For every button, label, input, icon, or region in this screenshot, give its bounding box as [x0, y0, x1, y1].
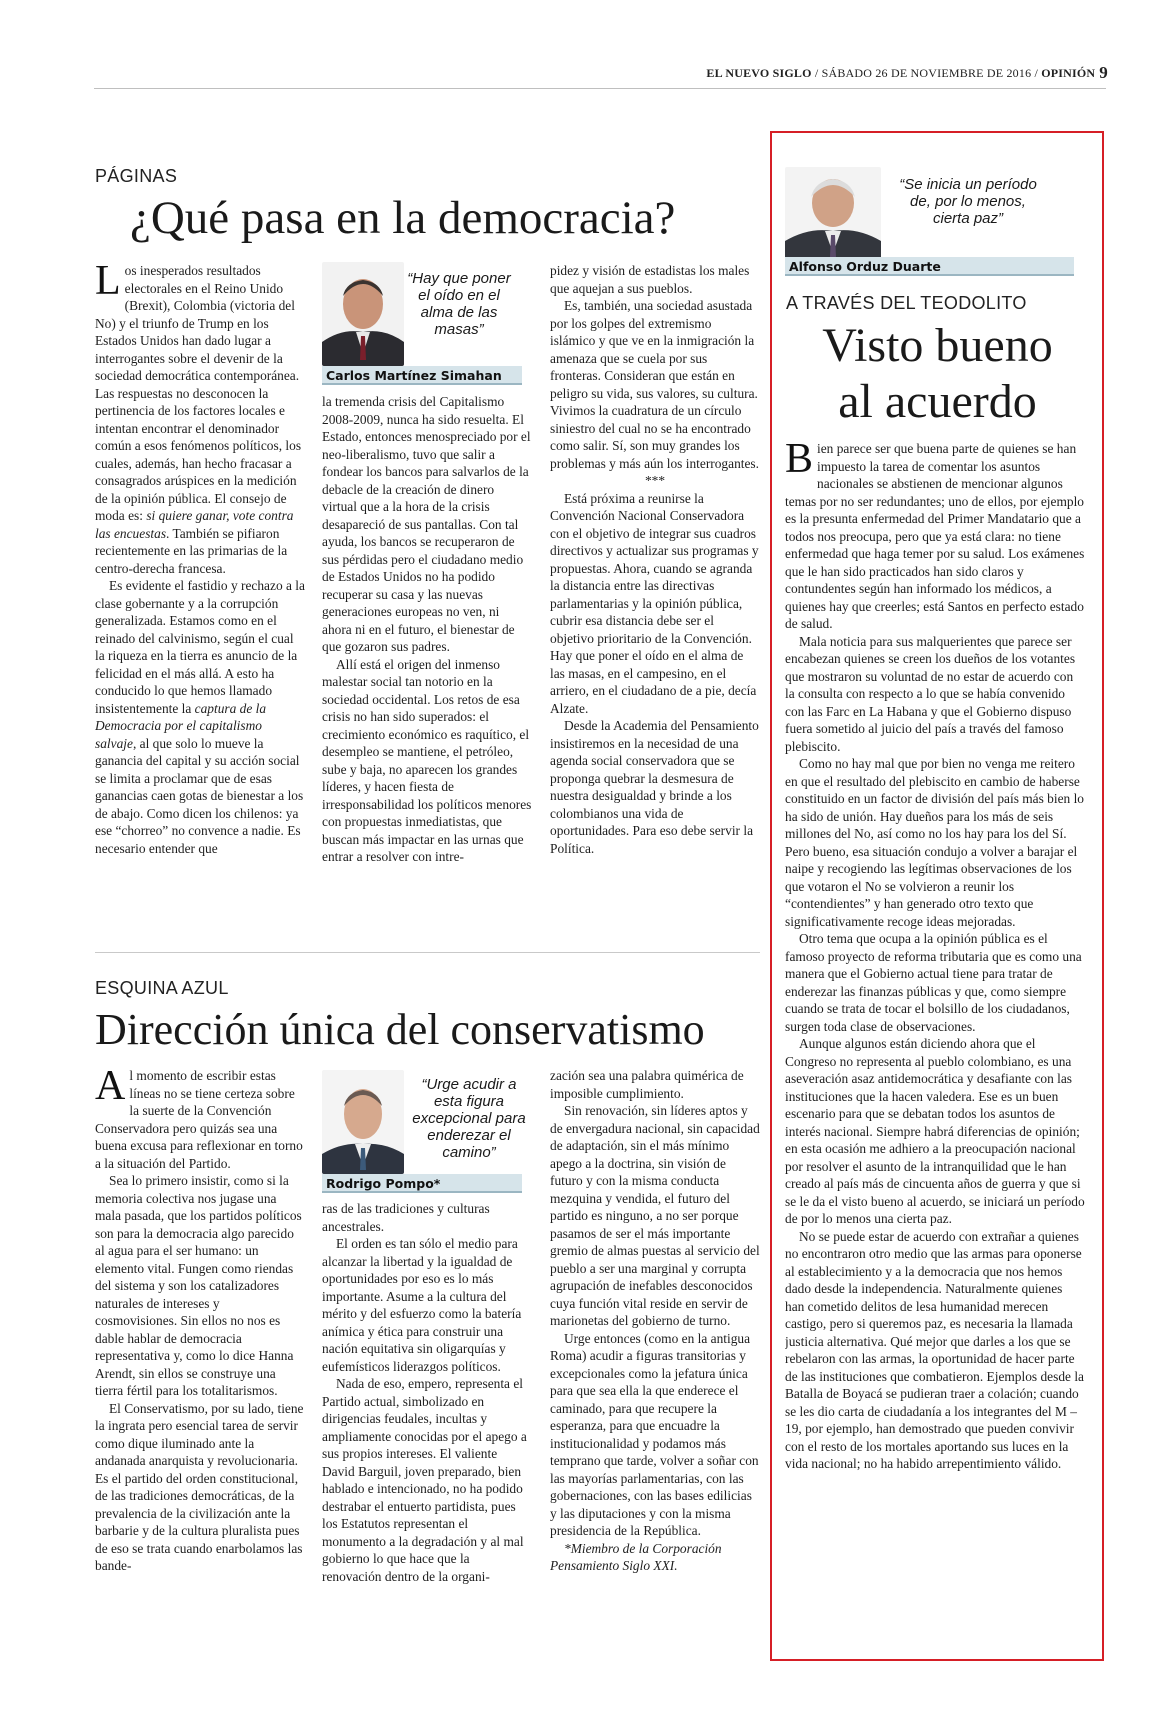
issue-date: / SÁBADO 26 DE NOVIEMBRE DE 2016 /: [811, 66, 1042, 80]
article3-dropcap: B: [785, 440, 814, 482]
article3-headline-line2: al acuerdo: [838, 375, 1037, 428]
article1-column-1: Los inesperados resultados electorales en el Reino Unido (Brexit), Colombia (victoria del No) y el triunfo de Trump en los Estados Unidos han dado lugar a interrogantes sobre el devenir de la sociedad democrática contemporánea. Las respuestas no desconocen la pertinencia de los factores locales e intentan encontrar el denominador común a esos fenómenos políticos, los cuales, además, han hecho fracasar a consagrados arúspices en la medición de la opinión pública. El consejo de moda es: si quiere ganar, vote contra las encuestas. También se pifiaron recientemente en las primarias de la centro-derecha francesa. Es evidente el fastidio y rechazo a la clase gobernante y a la corrupción generalizada. Estamos como en el reinado del calvinismo, según el cual la riqueza en la tierra es anuncio de la felicidad en el más allá. A esto ha conducido lo que hemos llamado insistentemente la captura de la Democracia por el capitalismo salvaje, al que solo lo mueve la ganancia del capital y su acción social se limita a proclamar que de esas ganancias caen gotas de bienestar a los de abajo. Como dicen los chilenos: ya ese “chorreo” no convence a nadie. Es necesario entender que: [95, 262, 305, 856]
article1-headline: ¿Qué pasa en la democracia?: [130, 192, 676, 244]
article2-section-label: ESQUINA AZUL: [95, 978, 229, 998]
author-footnote: *Miembro de la Corporación Pensamiento Siglo XXI.: [550, 1540, 722, 1573]
article3-column: Bien parece ser que buena parte de quienes se han impuesto la tarea de comentar los asuntos nacionales se abstienen de mencionar algunos temas por no ser redundantes; uno de ellos, por ejemplo es la presunta enfermedad del Primer Mandatario que a todos nos preocupa, pero que ya está clara: no tiene enfermedad que haga temer por su salud. Los exámenes que le han sido practicados han sido claros y contundentes según han informado los médicos, a quienes hay que creerles; está Santos en perfecto estado de salud. Mala noticia para sus malquerientes que parece ser encabezan quienes se creen los dueños de los votantes que mostraron su voluntad de no estar de acuerdo con la consulta con respecto a lo que se había convenido con las Farc en La Habana y que el Gobierno dispuso fuera sometido al juicio del país a través del famoso plebiscito. Como no hay mal que por bien no venga me reitero en que el resultado del plebiscito en cambio de haberse constituido en un factor de división del país más bien lo ha sido de unión. Hay dueños para los más de seis millones del No, así como no los hay para los del Sí. Pero bueno, esa situación condujo a volver a barajar el naipe y recogiendo las legítimas observaciones de los que votaron el No se volvieron a reunir los “contendientes” y han generado otro texto que significativamente recoge ideas mejoradas. Otro tema que ocupa a la opinión pública es el famoso proyecto de reforma tributaria que es como una manera que el Gobierno actual tiene para tratar de enderezar las finanzas públicas y que, como siempre cuando se trata de tocar el bolsillo de los ciudadanos, surgen toda clase de observaciones. Aunque algunos están diciendo ahora que el Congreso no representa al pueblo colombiano, es una aseveración asaz antidemocrática y desafiante con las instituciones que la hacen valedera. Ese es un buen escenario para que se debatan todos los asuntos de interés nacional. Siempre habrá diferencias de opinión; en esta ocasión me adhiero a la preocupación nacional por resolver el asunto de la intranquilidad que le han creado al país más de cincuenta años de guerra y que si se le da el visto bueno al acuerdo, se iniciará un período de por lo menos una cierta paz. No se puede estar de acuerdo con extrañar a quienes no encontraron otro medio que las armas para oponerse al establecimiento y a la democracia que nos hemos dado desde la independencia. Naturalmente quienes han cometido delitos de lesa humanidad merecen castigo, pero si queremos paz, es necesaria la llamada justicia alternativa. Qué mejor que darles a los que se rebelaron con las armas, la oportunidad de hacer parte de las instituciones que combatieron. Ejemplos desde la Batalla de Boyacá se pudieran traer a colación; cuando se les dio carta de ciudadanía a los integrantes del M –19, por ejemplo, han demostrado que pueden convivir con el resto de los mortales aportando sus luces en la vida nacional; no ha habido arrepentimiento válido.: [785, 440, 1085, 1471]
article1-dropcap: L: [95, 262, 121, 304]
article1-author-bar: Carlos Martínez Simahan: [322, 366, 522, 385]
article2-column-3: zación sea una palabra quimérica de imposible cumplimiento. Sin renovación, sin líderes aptos y de envergadura nacional, sin capacidad de adaptación, sin el más mínimo apego a la doctrina, sin visión de futuro y con la misma conducta mezquina y vendida, el futuro del partido es ninguno, a no ser porque pasamos de ser el más importante gremio de almas puestas al servicio del pueblo a ser una marginal y corrupta agrupación de inefables desconocidos cuya función vital reside en servir de marionetas del gobierno de turno. Urge entonces (como en la antigua Roma) acudir a figuras transitorias y excepcionales como la jefatura única para que sea ella la que enderece el caminado, para que recupere la esperanza, para que encuadre la institucionalidad y podamos más temprano que tarde, volver a soñar con las mayorías parlamentarias, con las gobernaciones, con las bases edilicias y las diputaciones y con la misma presidencia de la República. *Miembro de la Corporación Pensamiento Siglo XXI.: [550, 1068, 760, 1573]
header-rule: [94, 88, 1106, 89]
article1-pull-quote: “Hay que poner el oído en el alma de las masas”: [407, 270, 511, 338]
section-separator: ***: [644, 473, 666, 488]
article2-dropcap: A: [95, 1067, 126, 1109]
article1-column-3: pidez y visión de estadistas los males que aquejan a sus pueblos. Es, también, una sociedad asustada por los golpes del extremismo islámico y que ve en la inmigración la amenaza que se cuela por sus fronteras. Consideran que están en peligro su vida, sus valores, su cultura. Vivimos la cuadratura de un círculo siniestro del cual no se ha encontrado como salir. Sí, son muy grandes los problemas y más aún los interrogantes. *** Está próxima a reunirse la Convención Nacional Conservadora con el objetivo de integrar sus cuadros directivos y actualizar sus programas y propuestas. Ahora, cuando se agranda la distancia entre las directivas parlamentarias y la opinión pública, cubrir esa distancia debe ser el objetivo prioritario de la Convención. Hay que poner el oído en el alma de las masas, en el campesino, en el arriero, en el ciudadano de a pie, decía Alzate. Desde la Academia del Pensamiento insistiremos en la necesidad de una agenda social conservadora que se proponga quebrar la desmesura de nuestra desigualdad y brinde a los colombianos una vida de oportunidades. Para eso debe servir la Política.: [550, 263, 759, 856]
article2-pull-quote: “Urge acudir a esta figura excepcional para enderezar el camino”: [412, 1076, 526, 1161]
article3-pull-quote: “Se inicia un período de, por lo menos, cierta paz”: [899, 176, 1037, 227]
author-photo-pompo: [322, 1070, 404, 1174]
article2-column-1: Al momento de escribir estas líneas no se tiene certeza sobre la suerte de la Convención Conservadora pero quizás sea una buena excusa para reflexionar en torno a la situación del Partido. Sea lo primero insistir, como si la memoria colectiva nos jugase una mala pasada, que los partidos políticos son para la democracia algo parecido al agua para el ser humano: un elemento vital. Fungen como riendas del sistema y son los catalizadores naturales de intereses y cosmovisiones. Sin ellos no nos es dable hablar de democracia representativa y, como lo dice Hanna Arendt, sin ellos se construye una tierra fértil para los totalitarismos. El Conservatismo, por su lado, tiene la ingrata pero esencial tarea de servir como dique iluminado ante la andanada anarquista y revolucionaria. Es el partido del orden constitucional, de las tradiciones democráticas, de la prevalencia de la civilización ante la barbarie y de la cultura pluralista pues de eso se trata cuando enarbolamos las bande-: [95, 1067, 304, 1573]
article2-author-bar: Rodrigo Pompo*: [322, 1174, 522, 1193]
article3-author-bar: Alfonso Orduz Duarte: [785, 257, 1074, 276]
article-divider: [95, 952, 760, 953]
section-name: OPINIÓN: [1041, 66, 1096, 80]
author-photo-orduz: [785, 167, 881, 259]
article3-headline-line1: Visto bueno: [822, 319, 1053, 372]
masthead: [706, 63, 1108, 83]
article3-section-label: A TRAVÉS DEL TEODOLITO: [786, 293, 1027, 313]
page-number: 9: [1099, 63, 1108, 82]
newspaper-name: EL NUEVO SIGLO: [706, 66, 812, 80]
author-photo-martinez: [322, 262, 404, 366]
article2-headline: Dirección única del conservatismo: [95, 1005, 705, 1054]
article1-column-2: la tremenda crisis del Capitalismo 2008-2009, nunca ha sido resuelta. El Estado, entonces menospreciado por el neo-liberalismo, tuvo que salir a fondear los bancos para salvarlos de la debacle de la creación de dinero virtual que a la hora de la crisis desapareció de sus pantallas. Con tal ayuda, los bancos se recuperaron de sus pérdidas pero el ciudadano medio de Estados Unidos no ha podido recuperar su casa y las nuevas generaciones europeas no ven, ni ahora ni en el futuro, el bienestar de que gozaron sus padres. Allí está el origen del inmenso malestar social tan notorio en la sociedad occidental. Los retos de esa crisis no han sido superados: el crecimiento económico es raquítico, el desempleo se mantiene, el petróleo, sube y baja, no aparecen los grandes líderes, y hacen fiesta de irresponsabilidad los políticos menores con propuestas inmediatistas, que buscan más impactar en las urnas que entrar a resolver con intre-: [322, 394, 532, 864]
article2-column-2: ras de las tradiciones y culturas ancestrales. El orden es tan sólo el medio para alcanzar la libertad y la igualdad de oportunidades por eso es lo más importante. Asume a la cultura del mérito y del esfuerzo como la batería anímica y ética para construir una nación equitativa sin oligarquías y eufemísticos liderazgos políticos. Nada de eso, empero, representa el Partido actual, simbolizado en dirigencias feudales, incultas y ampliamente conocidas por el apego a sus propios intereses. El valiente David Barguil, joven preparado, bien hablado e intencionado, no ha podido destrabar el entuerto partidista, pues los Estatutos representan el monumento a la degradación y al mal gobierno lo que hace que la renovación dentro de la organi-: [322, 1201, 527, 1584]
article1-section-label: PÁGINAS: [95, 166, 178, 186]
